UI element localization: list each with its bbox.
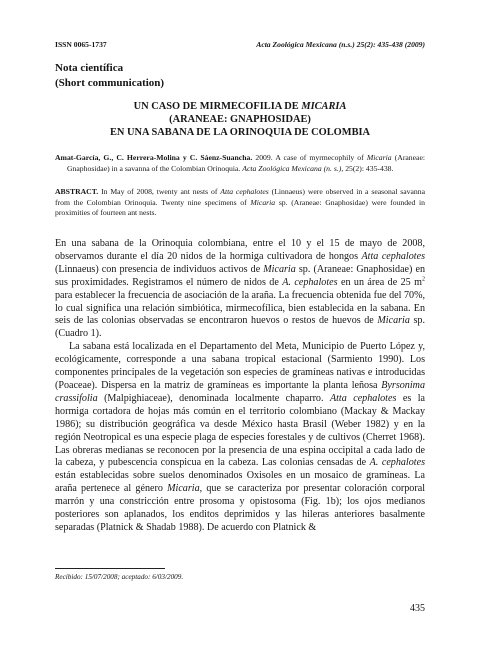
citation-text: 2009. A case of myrmecophily of	[252, 153, 367, 162]
footnote-divider	[55, 568, 165, 569]
citation	[55, 153, 425, 174]
abstract	[55, 187, 425, 219]
citation-pages: 25(2): 435-438.	[343, 163, 394, 173]
body-text	[55, 238, 425, 535]
journal-citation: Acta Zoológica Mexicana (n.s.) 25(2): 435-438 (2009)	[256, 40, 425, 49]
species-name: Atta cephalotes	[361, 250, 425, 262]
note-type	[55, 61, 164, 91]
species-name: Atta cephalotes	[329, 392, 397, 404]
abstract-text: (Linnaeus) were observed in a seasonal savanna from the Colombian Orinoquia. Twenty nine specimens of	[55, 187, 425, 207]
para-text: están establecidas sobre suelos denominados Oxisoles en un mosaico de gramíneas. La araña pertenece al género	[55, 470, 425, 495]
paragraph-2	[55, 341, 425, 535]
note-type-es: Nota científica	[55, 62, 124, 74]
para-text: es la hormiga cortadora de hojas más común en el territorio colombiano (Mackay & Mackay 1986); su distribución geográfica va desde México hasta Brasil (Weber 1982) y en la región Neotropical es una especie plaga de especies forestales y de cultivos (Cherret 1968). Las obreras medianas se reconocen por la presencia de una espina occipital a cada lado de la cabeza, y pubescencia conspicua en la cabeza. Las colonias censadas de	[55, 392, 425, 469]
citation-journal: Acta Zoológica Mexicana (n. s.),	[242, 163, 344, 173]
para-text: En una sabana de la Orinoquia colombiana, entre el 10 y el 15 de mayo de 2008, observamos durante el día 20 nidos de la hormiga cultivadora de hongos	[55, 238, 425, 262]
abstract-text: In May of 2008, twenty ant nests of	[98, 187, 221, 196]
superscript: 2	[421, 276, 425, 283]
para-text: La sabana está localizada en el Departamento del Meta, Municipio de Puerto López y, ecológicamente, corresponde a una sabana tropical estacional (Sarmiento 1990). Los componentes principales de la vegetación son especies de gramíneas nativas e introducidas (Poaceae). Dispersa en la matriz de gramíneas es importante la planta leñosa	[55, 341, 425, 391]
citation-text: (Araneae: Gnaphosidae) in a savanna of the Colombian Orinoquia.	[67, 153, 426, 173]
para-text: , que se caracteriza por presentar coloración corporal marrón y una constricción entre prosoma y opistosoma (Fig. 1b); los ojos medianos posteriores son aplanados, los enditos deprimidos y las hileras anteriores basalmente separadas (Platnick & Shadab 1988). De acuerdo con Platnick &	[55, 483, 425, 533]
title-line-3: EN UNA SABANA DE LA ORINOQUIA DE COLOMBIA	[109, 127, 371, 138]
paragraph-1	[55, 238, 425, 341]
title-line-2: (ARANEAE: GNAPHOSIDAE)	[169, 114, 311, 125]
genus-name: Micaria	[377, 315, 410, 327]
issn: ISSN 0065-1737	[55, 40, 107, 49]
para-text: sp. (Araneae: Gnaphosidae) en sus proximidades. Registramos el número de nidos de	[55, 263, 425, 288]
para-text: en un área de 25 m	[337, 276, 422, 288]
running-header	[55, 40, 425, 49]
abstract-species: Atta cephalotes	[220, 187, 269, 196]
abstract-text: sp. (Araneae: Gnaphosidae) were founded in proximities of fourteen ant nests.	[55, 197, 425, 218]
para-text: sp. (Cuadro 1).	[55, 315, 425, 340]
title-text: UN CASO DE MIRMECOFILIA DE	[133, 101, 302, 112]
species-name: A. cephalotes	[282, 276, 338, 288]
title-line-1	[55, 100, 425, 113]
para-text: para establecer la frecuencia de asociación de la araña. La frecuencia obtenida fue del 70%, lo cual significa una relación simbiótica, mirmecofílica, bien establecida en la sabana. En seis de las colonias observadas se encontraron huevos o restos de huevos de	[55, 289, 425, 327]
note-type-en: (Short communication)	[55, 77, 165, 89]
genus-name: Micaria	[167, 483, 200, 495]
page-number: 435	[410, 603, 425, 614]
abstract-genus: Micaria	[250, 197, 276, 207]
article-title	[55, 100, 425, 139]
footnote: Recibido: 15/07/2008; aceptado: 6/03/2009.	[55, 573, 184, 581]
authors: Amat-García, G., C. Herrera-Molina y C. Sáenz-Suancha.	[55, 153, 253, 162]
species-name: A. cephalotes	[369, 457, 425, 469]
species-name: Byrsonima crassifolia	[55, 379, 425, 404]
para-text: (Malpighiaceae), denominada localmente chaparro.	[97, 392, 330, 404]
abstract-label: ABSTRACT.	[55, 187, 99, 196]
genus-name: Micaria	[263, 263, 296, 275]
title-genus: MICARIA	[301, 101, 347, 112]
citation-genus: Micaria	[366, 153, 392, 162]
para-text: (Linnaeus) con presencia de individuos activos de	[55, 263, 264, 275]
